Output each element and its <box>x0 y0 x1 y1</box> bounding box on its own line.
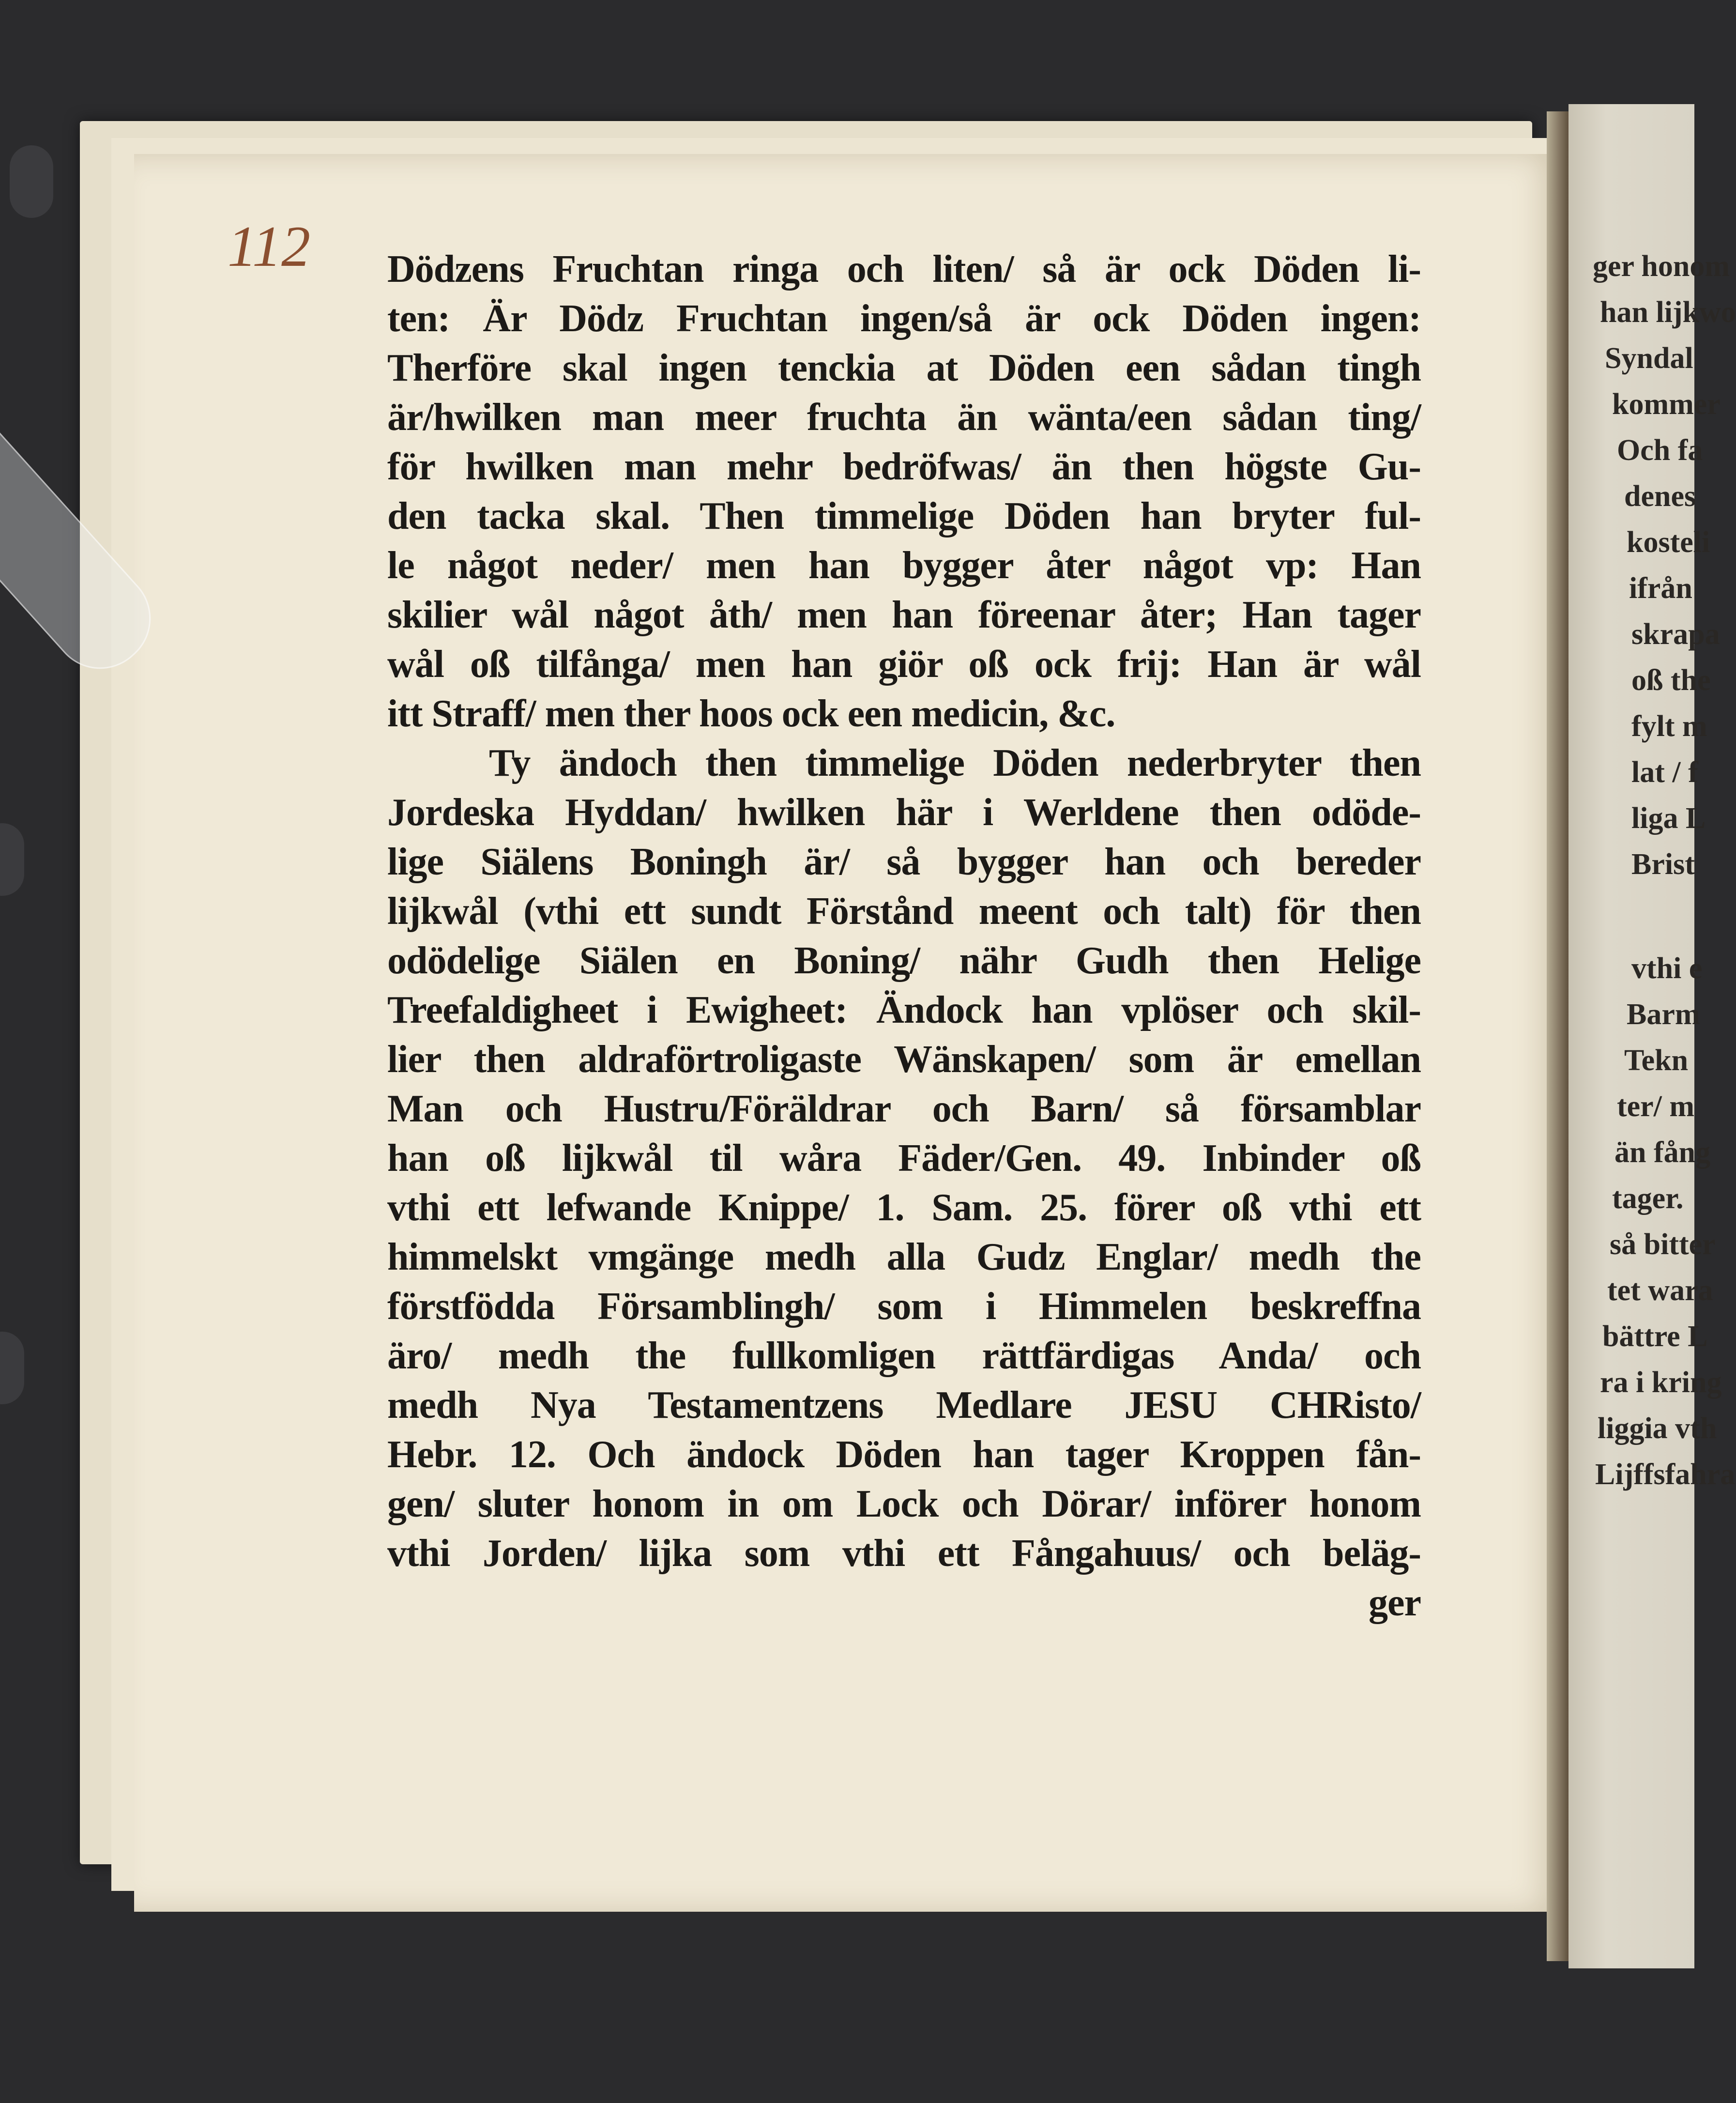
right-page-text-fragment: tager. <box>1612 1182 1684 1215</box>
text-line: lier then aldraförtroligaste Wänskapen/ som är emellan <box>387 1038 1421 1081</box>
right-page-text-fragment: liggia vth <box>1598 1412 1717 1445</box>
right-page-text-fragment: liga L <box>1631 802 1706 835</box>
text-line: Hebr. 12. Och ändock Döden han tager Kroppen fån- <box>387 1433 1421 1476</box>
right-page-text-fragment: tet wara <box>1607 1274 1713 1307</box>
right-page-text-fragment: än fång <box>1614 1136 1711 1169</box>
text-line: ten: Är Dödz Fruchtan ingen/så är ock Döden ingen: <box>387 297 1421 340</box>
text-line: den tacka skal. Then timmelige Döden han bryter ful- <box>387 495 1421 537</box>
text-line: vthi ett lefwande Knippe/ 1. Sam. 25. förer oß vthi ett <box>387 1186 1421 1229</box>
right-page-text-fragment: Barm <box>1627 998 1700 1031</box>
text-line: Treefaldigheet i Ewigheet: Ändock han vplöser och skil- <box>387 989 1421 1031</box>
text-line: Ty ändoch then timmelige Döden nederbryter then <box>489 742 1421 784</box>
right-page-text-fragment: ger honom <box>1593 250 1730 283</box>
text-line: Jordeska Hyddan/ hwilken här i Werldene then odöde- <box>387 791 1421 834</box>
right-page-text-fragment: kosteli <box>1627 526 1710 559</box>
text-line: Therföre skal ingen tenckia at Döden een sådan tingh <box>387 347 1421 389</box>
right-page-text-fragment: ifrån <box>1629 572 1692 605</box>
book-clamp <box>10 145 53 218</box>
right-page-text-fragment: fylt m <box>1631 710 1707 743</box>
text-line: medh Nya Testamentzens Medlare JESU CHRisto/ <box>387 1384 1421 1427</box>
right-page-text-fragment: han lijkwo <box>1600 296 1736 329</box>
text-line: himmelskt vmgänge medh alla Gudz Englar/ medh the <box>387 1236 1421 1278</box>
text-line: lige Siälens Boningh är/ så bygger han och bereder <box>387 841 1421 883</box>
book-clamp <box>0 823 24 896</box>
right-page-text-fragment: oß the <box>1631 664 1711 697</box>
text-line: gen/ sluter honom in om Lock och Dörar/ införer honom <box>387 1483 1421 1525</box>
right-page-text-fragment: Lijffsfahra <box>1595 1458 1736 1491</box>
text-line: för hwilken man mehr bedröfwas/ än then högste Gu- <box>387 445 1421 488</box>
text-line: le något neder/ men han bygger åter något vp: Han <box>387 544 1421 587</box>
right-page-text-fragment: kommer <box>1612 388 1721 421</box>
text-line: Dödzens Fruchtan ringa och liten/ så är ock Döden li- <box>387 248 1421 291</box>
text-line: odödelige Siälen en Boning/ nähr Gudh then Helige <box>387 939 1421 982</box>
right-page-text-fragment: bättre L <box>1602 1320 1708 1353</box>
text-line: lijkwål (vthi ett sundt Förstånd meent och talt) för then <box>387 890 1421 933</box>
text-line: äro/ medh the fullkomligen rättfärdigas Anda/ och <box>387 1335 1421 1377</box>
right-page-text-fragment: ra i kring <box>1600 1366 1722 1399</box>
page-number: 112 <box>228 214 311 278</box>
right-page <box>1568 104 1736 1968</box>
right-page-text-fragment: Syndal <box>1605 342 1693 375</box>
text-line: itt Straff/ men ther hoos ock een medicin, &c. <box>387 692 1115 735</box>
book-clamp <box>0 1332 24 1404</box>
text-line: förstfödda Församblingh/ som i Himmelen beskreffna <box>387 1285 1421 1328</box>
text-line: är/hwilken man meer fruchta än wänta/een sådan ting/ <box>387 396 1421 439</box>
text-line: ger <box>1368 1581 1421 1624</box>
right-page-text-fragment: denes <box>1624 480 1696 513</box>
right-page-text-fragment: Och fa <box>1617 434 1703 467</box>
text-line: Man och Hustru/Föräldrar och Barn/ så församblar <box>387 1088 1421 1130</box>
right-page-text-fragment: så bitter <box>1610 1228 1716 1261</box>
right-page-text-fragment: Tekn <box>1624 1044 1689 1077</box>
text-line: skilier wål något åth/ men han föreenar åter; Han tager <box>387 594 1421 636</box>
page-text <box>387 245 1421 1627</box>
right-page-text-fragment: Brist <box>1631 848 1695 881</box>
text-line: han oß lijkwål til wåra Fäder/Gen. 49. Inbinder oß <box>387 1137 1421 1180</box>
right-page-text-fragment: skrapa <box>1631 618 1720 651</box>
right-page-text-fragment: ter/ m <box>1617 1090 1695 1123</box>
right-page-text-fragment: vthi e <box>1631 952 1703 985</box>
text-line: vthi Jorden/ lijka som vthi ett Fångahuus/ och beläg- <box>387 1532 1421 1575</box>
text-line: wål oß tilfånga/ men han giör oß ock frij: Han är wål <box>387 643 1421 686</box>
right-page-text-fragment: lat / f <box>1631 756 1698 789</box>
